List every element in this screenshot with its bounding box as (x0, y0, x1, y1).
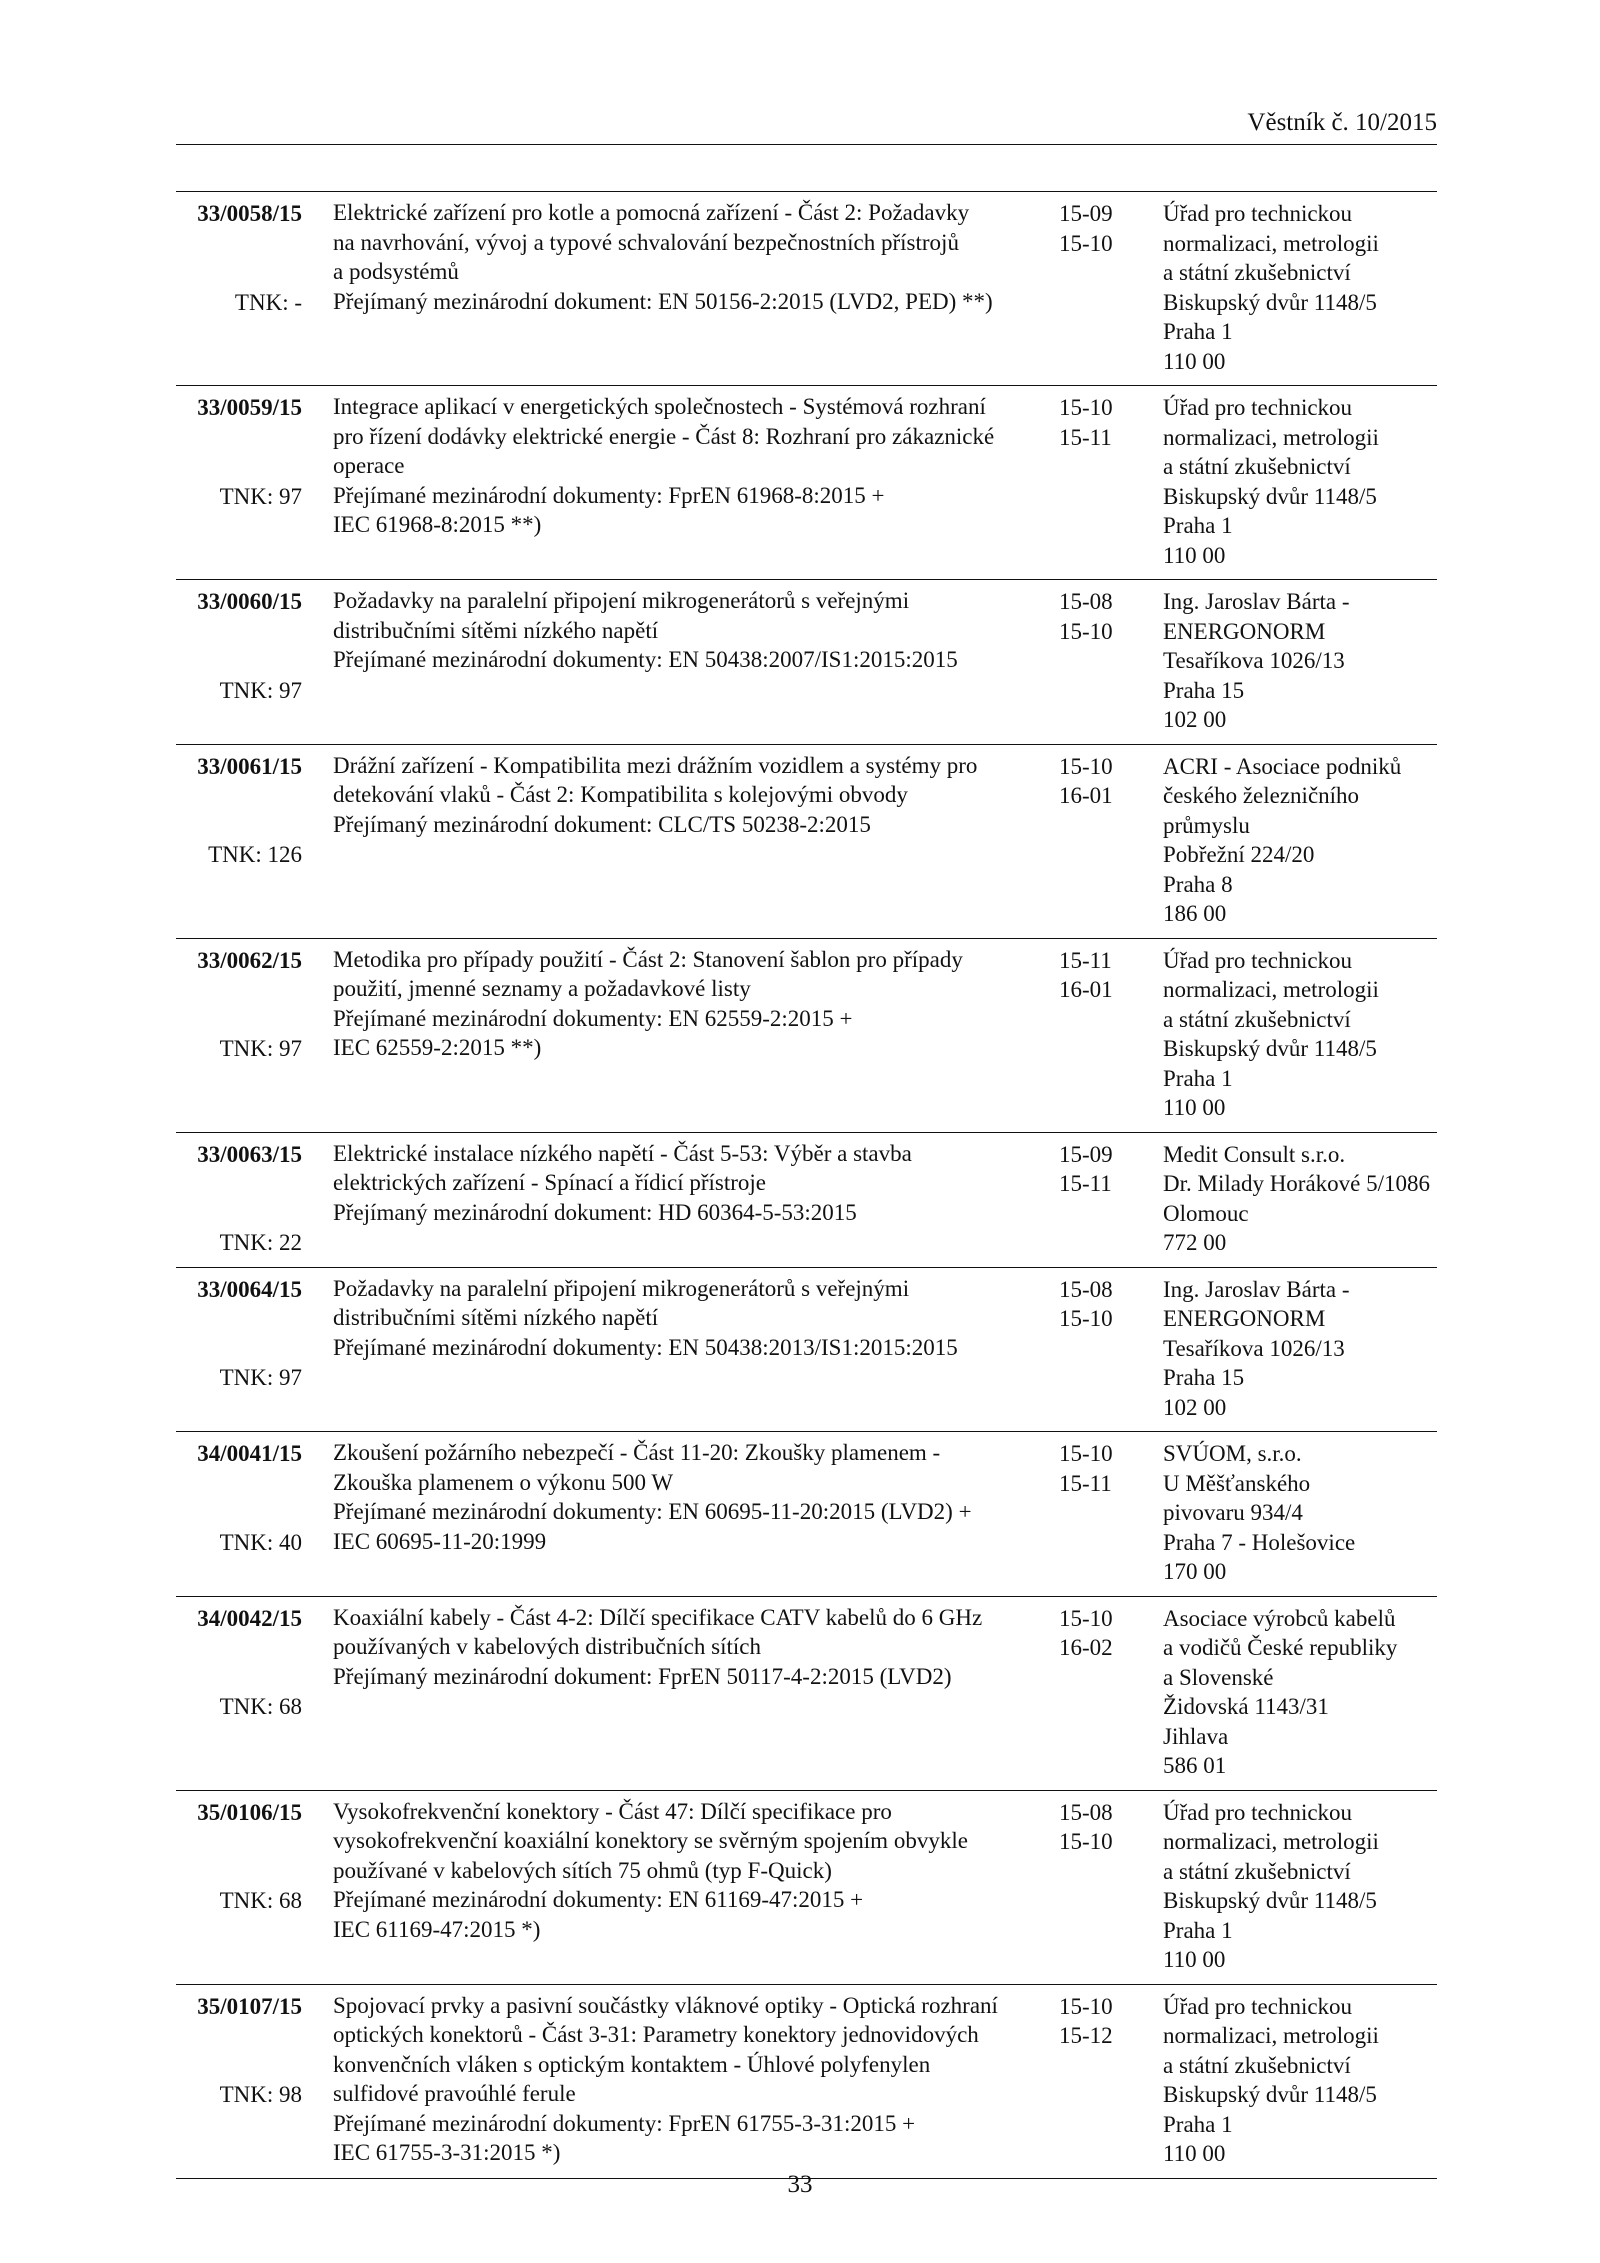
organization-line: 102 00 (1163, 1394, 1227, 1420)
organization-line: 110 00 (1163, 2141, 1226, 2166)
organization-line: Asociace výrobců kabelů (1163, 1605, 1396, 1631)
organization-line: Praha 1 (1163, 1065, 1233, 1091)
organization-line: 102 00 (1163, 707, 1227, 732)
organization-line: a Slovenské (1163, 1664, 1274, 1690)
entry-date: 15-08 (1059, 1799, 1113, 1825)
entry-description (333, 945, 1033, 1063)
standard-entry (176, 1790, 1437, 1984)
organization-line: a státní zkušebnictví (1163, 1858, 1351, 1884)
entry-number: 33/0061/15 (197, 753, 302, 779)
description-line: Integrace aplikací v energetických společnostech - Systémová rozhraní (333, 394, 986, 419)
organization-line: Praha 1 (1163, 513, 1233, 538)
entry-id-column (176, 587, 302, 705)
standard-entry (176, 1267, 1437, 1432)
entry-number: 34/0041/15 (197, 1441, 302, 1466)
entry-dates (1059, 946, 1119, 1005)
entry-dates (1059, 1140, 1119, 1199)
entry-number: 35/0107/15 (197, 1993, 302, 2019)
standard-entry (176, 579, 1437, 744)
organization-line: Úřad pro technickou (1163, 201, 1353, 226)
organization-line: průmyslu (1163, 812, 1250, 838)
standard-entry (176, 1431, 1437, 1596)
description-line: IEC 61755-3-31:2015 *) (333, 2140, 561, 2165)
organization-line: Biskupský dvůr 1148/5 (1163, 289, 1377, 315)
description-line: pro řízení dodávky elektrické energie - Část 8: Rozhraní pro zákaznické (333, 423, 995, 449)
description-line: Elektrické zařízení pro kotle a pomocná zařízení - Část 2: Požadavky (333, 200, 970, 225)
entry-id-column (176, 1275, 302, 1393)
description-line: používané v kabelových sítích 75 ohmů (typ F-Quick) (333, 1857, 832, 1883)
entry-organization (1163, 199, 1443, 376)
organization-line: Olomouc (1163, 1200, 1249, 1226)
organization-line: Úřad pro technickou (1163, 395, 1353, 420)
organization-line: SVÚOM, s.r.o. (1163, 1441, 1302, 1466)
organization-line: Jihlava (1163, 1723, 1229, 1749)
organization-line: a vodičů České republiky (1163, 1635, 1398, 1660)
organization-line: 586 01 (1163, 1753, 1227, 1778)
organization-line: 186 00 (1163, 901, 1227, 926)
entry-dates (1059, 1992, 1119, 2051)
description-line: konvenčních vláken s optickým kontaktem - Úhlové polyfenylen (333, 2051, 931, 2077)
entry-date: 15-10 (1059, 1441, 1113, 1466)
entry-organization (1163, 1798, 1443, 1975)
entry-description (333, 751, 1033, 840)
header-divider (176, 144, 1437, 145)
entry-tnk: TNK: 97 (219, 1036, 302, 1061)
organization-line: a státní zkušebnictví (1163, 454, 1351, 479)
description-line: Zkoušení požárního nebezpečí - Část 11-20: Zkoušky plamenem - (333, 1440, 941, 1465)
entry-description (333, 198, 1033, 316)
entry-organization (1163, 1140, 1443, 1258)
organization-line: Praha 7 - Holešovice (1163, 1529, 1356, 1555)
entry-dates (1059, 393, 1119, 452)
entry-id-column (176, 1798, 302, 1916)
entry-date: 15-08 (1059, 589, 1113, 614)
description-line: používaných v kabelových distribučních sítích (333, 1634, 761, 1659)
standard-entry (176, 191, 1437, 385)
entry-number: 33/0059/15 (197, 395, 302, 420)
entry-organization (1163, 946, 1443, 1123)
organization-line: 110 00 (1163, 542, 1226, 568)
entry-number: 35/0106/15 (197, 1799, 302, 1825)
description-line: Přejímaný mezinárodní dokument: HD 60364-5-53:2015 (333, 1199, 857, 1225)
entry-date: 15-09 (1059, 201, 1113, 226)
description-line: IEC 62559-2:2015 **) (333, 1035, 542, 1060)
entry-number: 34/0042/15 (197, 1605, 302, 1631)
entry-id-column (176, 1140, 302, 1258)
entry-date: 16-01 (1059, 977, 1113, 1002)
page-number: 33 (787, 2171, 813, 2198)
organization-line: Ing. Jaroslav Bárta - (1163, 1276, 1350, 1302)
entry-tnk: TNK: 40 (219, 1529, 302, 1555)
description-line: Přejímané mezinárodní dokumenty: EN 61169-47:2015 + (333, 1887, 864, 1912)
organization-line: Medit Consult s.r.o. (1163, 1141, 1346, 1167)
standards-list (176, 191, 1437, 2179)
entry-id-column (176, 1604, 302, 1722)
description-line: Přejímané mezinárodní dokumenty: EN 50438:2007/IS1:2015:2015 (333, 647, 958, 672)
description-line: Spojovací prvky a pasivní součástky vláknové optiky - Optická rozhraní (333, 1992, 998, 2018)
description-line: Přejímané mezinárodní dokumenty: EN 50438:2013/IS1:2015:2015 (333, 1334, 958, 1360)
description-line: Přejímané mezinárodní dokumenty: EN 62559-2:2015 + (333, 1005, 853, 1031)
entry-description (333, 1797, 1033, 1945)
entry-tnk: TNK: 97 (219, 677, 302, 703)
entry-id-column (176, 752, 302, 870)
entry-number: 33/0063/15 (197, 1141, 302, 1167)
description-line: sulfidové pravoúhlé ferule (333, 2081, 576, 2106)
entry-number: 33/0062/15 (197, 947, 302, 973)
entry-description (333, 1274, 1033, 1363)
entry-description (333, 1139, 1033, 1228)
description-line: distribučními sítěmi nízkého napětí (333, 1305, 659, 1330)
entry-tnk: TNK: 126 (208, 842, 302, 867)
description-line: Přejímané mezinárodní dokumenty: FprEN 61968-8:2015 + (333, 482, 885, 508)
entry-date: 15-10 (1059, 395, 1113, 420)
entry-organization (1163, 393, 1443, 570)
entry-date: 15-10 (1059, 1993, 1113, 2019)
organization-line: Praha 1 (1163, 319, 1233, 344)
entry-description (333, 1991, 1033, 2168)
organization-line: českého železničního (1163, 783, 1360, 808)
organization-line: pivovaru 934/4 (1163, 1500, 1303, 1525)
description-line: elektrických zařízení - Spínací a řídicí přístroje (333, 1170, 766, 1195)
organization-line: 110 00 (1163, 1095, 1226, 1120)
description-line: Přejímané mezinárodní dokumenty: EN 60695-11-20:2015 (LVD2) + (333, 1499, 972, 1524)
description-line: použití, jmenné seznamy a požadavkové listy (333, 976, 751, 1001)
standard-entry (176, 744, 1437, 938)
organization-line: ENERGONORM (1163, 1306, 1326, 1331)
entry-id-column (176, 1992, 302, 2110)
entry-number: 33/0060/15 (197, 589, 302, 614)
organization-line: normalizaci, metrologii (1163, 230, 1379, 256)
description-line: Přejímané mezinárodní dokumenty: FprEN 61755-3-31:2015 + (333, 2110, 916, 2136)
entry-date: 15-11 (1059, 1470, 1112, 1496)
entry-tnk: TNK: 97 (219, 483, 302, 509)
organization-line: 110 00 (1163, 1947, 1226, 1972)
entry-date: 15-10 (1059, 1829, 1113, 1854)
entry-dates (1059, 1798, 1119, 1857)
organization-line: Praha 15 (1163, 677, 1245, 703)
description-line: Požadavky na paralelní připojení mikrogenerátorů s veřejnými (333, 1275, 910, 1301)
description-line: IEC 61169-47:2015 *) (333, 1916, 541, 1942)
organization-line: U Měšťanského (1163, 1470, 1311, 1496)
entry-date: 15-12 (1059, 2023, 1113, 2048)
entry-description (333, 1438, 1033, 1556)
entry-tnk: TNK: - (234, 289, 302, 315)
description-line: Požadavky na paralelní připojení mikrogenerátorů s veřejnými (333, 588, 910, 613)
description-line: Drážní zařízení - Kompatibilita mezi drážním vozidlem a systémy pro (333, 752, 978, 778)
organization-line: Praha 1 (1163, 1917, 1233, 1943)
description-line: Přejímaný mezinárodní dokument: EN 50156-2:2015 (LVD2, PED) **) (333, 288, 993, 314)
description-line: Koaxiální kabely - Část 4-2: Dílčí specifikace CATV kabelů do 6 GHz (333, 1604, 983, 1630)
description-line: distribučními sítěmi nízkého napětí (333, 617, 659, 643)
entry-dates (1059, 752, 1119, 811)
description-line: IEC 60695-11-20:1999 (333, 1528, 547, 1554)
standard-entry (176, 1596, 1437, 1790)
entry-tnk: TNK: 68 (219, 1888, 302, 1913)
description-line: vysokofrekvenční koaxiální konektory se svěrným spojením obvykle (333, 1828, 968, 1853)
entry-organization (1163, 1992, 1443, 2169)
organization-line: Úřad pro technickou (1163, 1993, 1353, 2019)
entry-id-column (176, 946, 302, 1064)
organization-line: Úřad pro technickou (1163, 1799, 1353, 1825)
description-line: Elektrické instalace nízkého napětí - Část 5-53: Výběr a stavba (333, 1140, 912, 1166)
description-line: na navrhování, vývoj a typové schvalování bezpečnostních přístrojů (333, 229, 959, 255)
entry-date: 15-10 (1059, 753, 1113, 779)
entry-number: 33/0058/15 (197, 201, 302, 226)
description-line: Zkouška plamenem o výkonu 500 W (333, 1469, 674, 1495)
journal-header: Věstník č. 10/2015 (1247, 109, 1437, 136)
entry-date: 15-11 (1059, 1171, 1112, 1196)
organization-line: normalizaci, metrologii (1163, 1829, 1379, 1854)
organization-line: ACRI - Asociace podniků (1163, 753, 1402, 779)
entry-id-column (176, 1439, 302, 1557)
standard-entry (176, 1984, 1437, 2179)
entry-organization (1163, 1439, 1443, 1587)
organization-line: a státní zkušebnictví (1163, 2052, 1351, 2078)
description-line: operace (333, 453, 405, 478)
organization-line: Praha 15 (1163, 1365, 1245, 1390)
description-line: detekování vlaků - Část 2: Kompatibilita s kolejovými obvody (333, 782, 908, 807)
entry-id-column (176, 393, 302, 511)
organization-line: Úřad pro technickou (1163, 947, 1353, 973)
entry-organization (1163, 1604, 1443, 1781)
entry-id-column (176, 199, 302, 317)
organization-line: Biskupský dvůr 1148/5 (1163, 1888, 1377, 1913)
organization-line: 110 00 (1163, 348, 1226, 374)
entry-tnk: TNK: 68 (219, 1694, 302, 1719)
entry-description (333, 586, 1033, 675)
description-line: Vysokofrekvenční konektory - Část 47: Dílčí specifikace pro (333, 1798, 892, 1824)
organization-line: Ing. Jaroslav Bárta - (1163, 589, 1350, 614)
organization-line: normalizaci, metrologii (1163, 977, 1379, 1002)
entry-date: 15-10 (1059, 1605, 1113, 1631)
organization-line: normalizaci, metrologii (1163, 424, 1379, 450)
entry-description (333, 1603, 1033, 1692)
entry-tnk: TNK: 97 (219, 1365, 302, 1390)
entry-date: 15-10 (1059, 230, 1113, 256)
entry-tnk: TNK: 98 (219, 2082, 302, 2107)
entry-dates (1059, 199, 1119, 258)
entry-dates (1059, 587, 1119, 646)
standard-entry (176, 938, 1437, 1132)
organization-line: Biskupský dvůr 1148/5 (1163, 1036, 1377, 1061)
organization-line: 772 00 (1163, 1230, 1227, 1255)
description-line: a podsystémů (333, 259, 459, 284)
entry-organization (1163, 752, 1443, 929)
entry-tnk: TNK: 22 (219, 1230, 302, 1255)
organization-line: Tesaříkova 1026/13 (1163, 1335, 1345, 1361)
description-line: Přejímaný mezinárodní dokument: CLC/TS 50238-2:2015 (333, 811, 871, 837)
description-line: optických konektorů - Část 3-31: Parametry konektory jednovidových (333, 2022, 979, 2047)
organization-line: Biskupský dvůr 1148/5 (1163, 2082, 1377, 2107)
organization-line: Praha 8 (1163, 871, 1233, 897)
entry-date: 15-10 (1059, 618, 1113, 644)
entry-date: 15-09 (1059, 1141, 1113, 1167)
entry-organization (1163, 587, 1443, 735)
description-line: Metodika pro případy použití - Část 2: Stanovení šablon pro případy (333, 946, 963, 972)
organization-line: Pobřežní 224/20 (1163, 842, 1315, 867)
organization-line: ENERGONORM (1163, 618, 1326, 644)
organization-line: Praha 1 (1163, 2111, 1233, 2137)
description-line: IEC 61968-8:2015 **) (333, 512, 542, 537)
organization-line: 170 00 (1163, 1559, 1227, 1584)
entry-date: 15-11 (1059, 424, 1112, 450)
description-line: Přejímaný mezinárodní dokument: FprEN 50117-4-2:2015 (LVD2) (333, 1663, 952, 1689)
entry-dates (1059, 1275, 1119, 1334)
entry-description (333, 392, 1033, 540)
entry-organization (1163, 1275, 1443, 1423)
entry-dates (1059, 1604, 1119, 1663)
organization-line: a státní zkušebnictví (1163, 260, 1351, 285)
standard-entry (176, 385, 1437, 579)
entry-dates (1059, 1439, 1119, 1498)
organization-line: Tesaříkova 1026/13 (1163, 648, 1345, 673)
organization-line: Dr. Milady Horákové 5/1086 (1163, 1171, 1431, 1196)
standard-entry (176, 1132, 1437, 1267)
organization-line: Biskupský dvůr 1148/5 (1163, 483, 1377, 509)
entry-date: 16-01 (1059, 783, 1113, 808)
organization-line: normalizaci, metrologii (1163, 2023, 1379, 2048)
organization-line: Židovská 1143/31 (1163, 1694, 1329, 1719)
entry-date: 16-02 (1059, 1635, 1113, 1660)
entry-date: 15-08 (1059, 1276, 1113, 1302)
organization-line: a státní zkušebnictví (1163, 1006, 1351, 1032)
entry-date: 15-11 (1059, 947, 1112, 973)
entry-number: 33/0064/15 (197, 1276, 302, 1302)
entry-date: 15-10 (1059, 1306, 1113, 1331)
